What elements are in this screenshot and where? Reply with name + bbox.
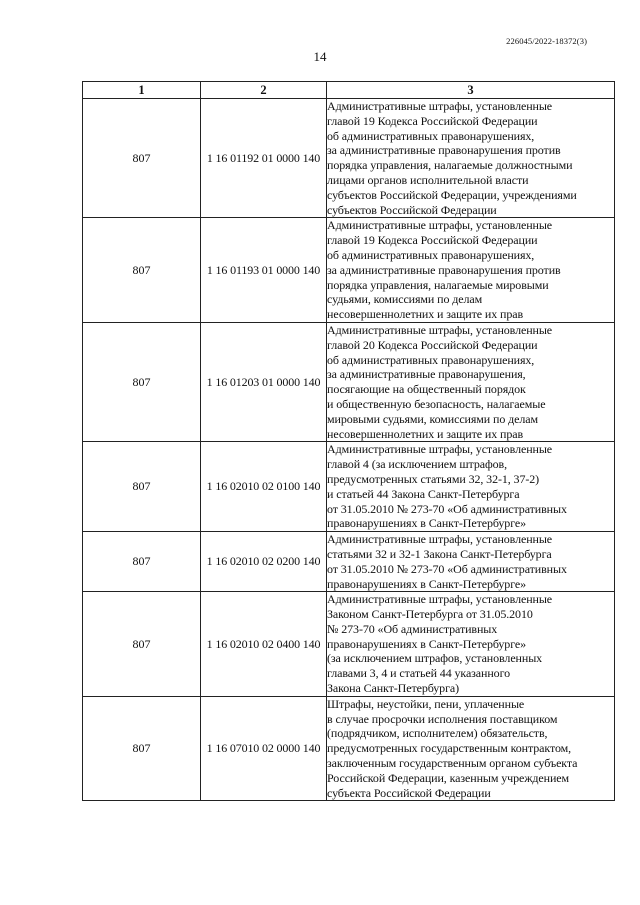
description-line: Закона Санкт-Петербурга): [327, 681, 460, 696]
description-line: главой 20 Кодекса Российской Федерации: [327, 337, 538, 352]
table-row: [83, 592, 615, 697]
table-row: [83, 99, 615, 218]
description-line: несовершеннолетних и защите их прав: [327, 426, 524, 441]
revenue-description-cell: [327, 532, 615, 592]
admin-code-cell: 807: [83, 99, 201, 218]
description-line: и общественную безопасность, налагаемые: [327, 396, 546, 411]
admin-code-cell: 807: [83, 532, 201, 592]
description-line: за административные правонарушения,: [327, 367, 526, 382]
description-line: главами 3, 4 и статьей 44 указанного: [327, 666, 511, 681]
description-line: правонарушениях в Санкт-Петербурге»: [327, 516, 526, 531]
revenue-description-cell: [327, 322, 615, 441]
column-header: 3: [327, 82, 615, 99]
description-line: субъектов Российской Федерации, учреждениями: [327, 187, 577, 202]
description-line: Российской Федерации, казенным учреждением: [327, 770, 569, 785]
description-line: посягающие на общественный порядок: [327, 382, 526, 397]
description-line: об административных правонарушениях,: [327, 247, 535, 262]
description-line: Штрафы, неустойки, пени, уплаченные: [327, 696, 525, 711]
description-line: лицами органов исполнительной власти: [327, 172, 529, 187]
description-line: несовершеннолетних и защите их прав: [327, 307, 524, 322]
admin-code-cell: 807: [83, 322, 201, 441]
description-line: об административных правонарушениях,: [327, 352, 535, 367]
description-line: главой 4 (за исключением штрафов,: [327, 457, 507, 472]
description-line: Административные штрафы, установленные: [327, 592, 553, 607]
description-line: предусмотренных статьями 32, 32-1, 37-2): [327, 471, 540, 486]
description-line: главой 19 Кодекса Российской Федерации: [327, 113, 538, 128]
description-line: от 31.05.2010 № 273-70 «Об административных: [327, 501, 567, 516]
description-line: за административные правонарушения против: [327, 262, 561, 277]
description-line: (за исключением штрафов, установленных: [327, 651, 543, 666]
revenue-description-cell: [327, 592, 615, 697]
admin-code-cell: 807: [83, 442, 201, 532]
description-line: предусмотренных государственным контрактом,: [327, 741, 572, 756]
description-line: и статьей 44 Закона Санкт-Петербурга: [327, 486, 520, 501]
revenue-description-cell: [327, 442, 615, 532]
table-row: [83, 696, 615, 801]
budget-classification-code-cell: 1 16 02010 02 0400 140: [201, 592, 327, 697]
table-body: [83, 99, 615, 801]
description-line: Административные штрафы, установленные: [327, 218, 553, 233]
revenue-codes-table: [82, 81, 615, 801]
budget-classification-code-cell: 1 16 01203 01 0000 140: [201, 322, 327, 441]
description-line: Административные штрафы, установленные: [327, 99, 553, 113]
table-row: [83, 532, 615, 592]
description-line: главой 19 Кодекса Российской Федерации: [327, 233, 538, 248]
description-line: заключенным государственным органом субъекта: [327, 756, 578, 771]
table-row: [83, 442, 615, 532]
table-row: [83, 322, 615, 441]
description-line: правонарушениях в Санкт-Петербурге»: [327, 636, 526, 651]
description-line: в случае просрочки исполнения поставщиком: [327, 711, 558, 726]
description-line: Административные штрафы, установленные: [327, 322, 553, 337]
table-header-row: [83, 82, 615, 99]
budget-classification-code-cell: 1 16 02010 02 0100 140: [201, 442, 327, 532]
page-number: 14: [313, 49, 327, 64]
document-id: 226045/2022-18372(3): [506, 36, 587, 46]
description-line: порядка управления, налагаемые мировыми: [327, 277, 549, 292]
description-line: порядка управления, налагаемые должностными: [327, 158, 573, 173]
budget-classification-code-cell: 1 16 01192 01 0000 140: [201, 99, 327, 218]
revenue-description-cell: [327, 99, 615, 218]
admin-code-cell: 807: [83, 696, 201, 801]
description-line: за административные правонарушения против: [327, 143, 561, 158]
budget-classification-code-cell: 1 16 02010 02 0200 140: [201, 532, 327, 592]
admin-code-cell: 807: [83, 592, 201, 697]
description-line: судьями, комиссиями по делам: [327, 292, 483, 307]
budget-classification-code-cell: 1 16 01193 01 0000 140: [201, 218, 327, 323]
description-line: (подрядчиком, исполнителем) обязательств,: [327, 726, 548, 741]
table-row: [83, 218, 615, 323]
column-header: 2: [201, 82, 327, 99]
description-line: Законом Санкт-Петербурга от 31.05.2010: [327, 607, 533, 622]
description-line: правонарушениях в Санкт-Петербурге»: [327, 576, 526, 591]
column-header: 1: [83, 82, 201, 99]
description-line: статьями 32 и 32-1 Закона Санкт-Петербурга: [327, 546, 552, 561]
description-line: мировыми судьями, комиссиями по делам: [327, 411, 538, 426]
description-line: Административные штрафы, установленные: [327, 442, 553, 457]
admin-code-cell: 807: [83, 218, 201, 323]
description-line: субъектов Российской Федерации: [327, 202, 497, 217]
description-line: Административные штрафы, установленные: [327, 532, 553, 547]
description-line: от 31.05.2010 № 273-70 «Об административных: [327, 561, 567, 576]
description-line: об административных правонарушениях,: [327, 128, 535, 143]
description-line: субъекта Российской Федерации: [327, 785, 491, 800]
budget-classification-code-cell: 1 16 07010 02 0000 140: [201, 696, 327, 801]
revenue-description-cell: [327, 696, 615, 801]
description-line: № 273-70 «Об административных: [327, 621, 498, 636]
revenue-description-cell: [327, 218, 615, 323]
